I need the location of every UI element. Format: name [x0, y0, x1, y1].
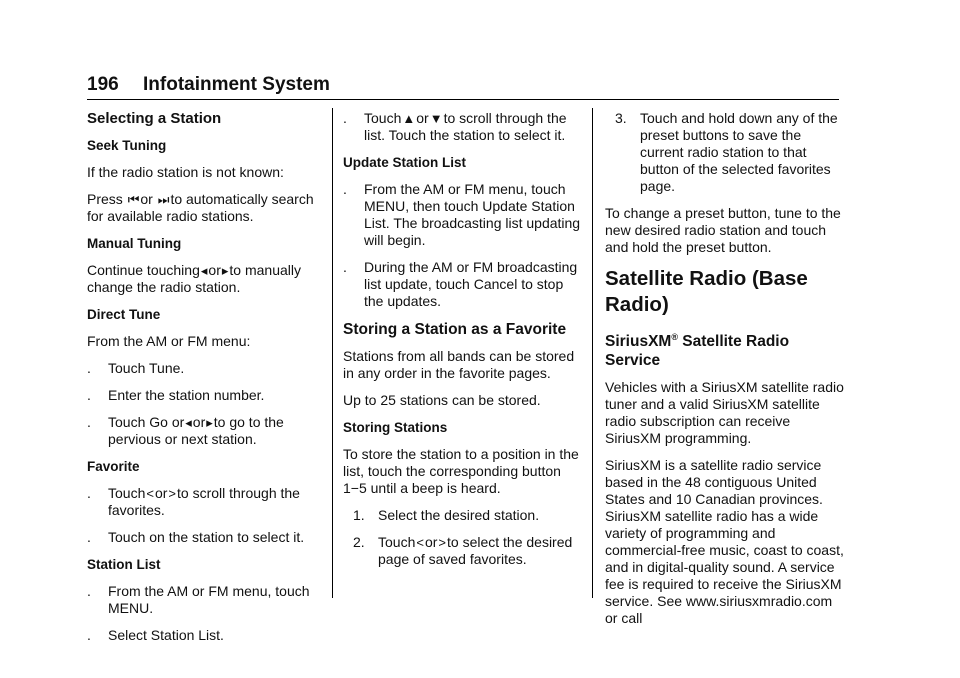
or-text: or	[154, 485, 168, 501]
text-fragment: Satellite Radio Service	[605, 333, 790, 370]
list-item-text: During the AM or FM broadcasting list update, touch Cancel to stop the updates.	[364, 259, 578, 309]
seek-text: If the radio station is not known:	[87, 164, 284, 180]
text-fragment: Touch Go or	[108, 414, 185, 430]
text-fragment: to select the desired page of saved favorites.	[378, 534, 573, 567]
text-fragment: to go to the pervious or next station.	[108, 414, 284, 447]
list-item-text: Touch and hold down any of the preset buttons to save the current radio station to that button of the selected favorites page.	[640, 110, 838, 194]
bullet: .	[87, 485, 91, 501]
paragraph: SiriusXM is a satellite radio service based in the 48 contiguous United States and 10 Canadian provinces. SiriusXM satellite radio has a wide variety of programming and commercial-free music, coast to coast, and in digital-quality sound. A service fee is required to receive the SiriusXM service. See www.siriusxmradio.com or call	[605, 457, 844, 627]
step-number: 3.	[615, 110, 627, 126]
heading-favorite: Favorite	[87, 459, 140, 474]
list-item	[615, 110, 845, 195]
column-divider	[332, 108, 333, 598]
page-number: 196	[87, 74, 119, 95]
or-text: or	[424, 534, 438, 550]
manual-text	[87, 262, 327, 296]
list-item	[343, 181, 583, 249]
heading-direct-tune: Direct Tune	[87, 307, 161, 322]
page-header	[87, 70, 839, 100]
list-item	[87, 414, 327, 448]
list-item	[87, 627, 327, 644]
heading-manual-tuning: Manual Tuning	[87, 236, 182, 251]
step-number: 2.	[353, 534, 365, 550]
chevron-left-icon: <	[416, 535, 424, 550]
chevron-left-icon: <	[146, 486, 154, 501]
bullet: .	[87, 414, 91, 430]
text-fragment: to scroll through the favorites.	[108, 485, 300, 518]
list-item	[353, 534, 583, 568]
list-item-text: Touch on the station to select it.	[108, 529, 305, 545]
heading-update-station-list: Update Station List	[343, 155, 467, 170]
list-item	[87, 360, 327, 377]
header-rule	[87, 99, 839, 100]
paragraph: Up to 25 stations can be stored.	[343, 392, 541, 408]
heading-seek-tuning: Seek Tuning	[87, 138, 167, 153]
paragraph: Vehicles with a SiriusXM satellite radio tuner and a valid SiriusXM satellite radio subscription can receive SiriusXM programming.	[605, 379, 844, 447]
paragraph: To store the station to a position in the list, touch the corresponding button 1−5 until a beep is heard.	[343, 446, 579, 496]
tune-up-icon: ▸	[206, 415, 213, 430]
column-divider	[592, 108, 593, 598]
list-item	[343, 259, 583, 310]
list-item	[353, 507, 583, 524]
arrow-up-icon: ▲	[402, 111, 416, 126]
tune-down-icon: ◂	[185, 415, 192, 430]
list-item	[87, 485, 327, 519]
bullet: .	[343, 110, 347, 126]
heading-selecting-station: Selecting a Station	[87, 110, 222, 127]
paragraph: To change a preset button, tune to the new desired radio station and touch and hold the preset button.	[605, 205, 841, 255]
seek-back-icon: ⏮	[127, 192, 140, 207]
seek-forward-icon: ⏭	[157, 192, 170, 207]
list-item-text: Select Station List.	[108, 627, 224, 643]
heading-siriusxm-service	[605, 328, 845, 370]
column-2	[343, 110, 583, 578]
list-item	[87, 583, 327, 617]
heading-station-list: Station List	[87, 557, 161, 572]
chevron-right-icon: >	[438, 535, 446, 550]
or-text: or	[140, 191, 153, 207]
text-fragment: to automatically search for available radio stations.	[87, 191, 314, 224]
heading-satellite-radio: Satellite Radio (Base Radio)	[605, 267, 808, 316]
list-item-text: Touch Tune.	[108, 360, 185, 376]
chevron-right-icon: >	[168, 486, 176, 501]
direct-text: From the AM or FM menu:	[87, 333, 251, 349]
text-fragment: Continue touching	[87, 262, 200, 278]
arrow-down-icon: ▼	[429, 111, 443, 126]
bullet: .	[343, 181, 347, 197]
text-fragment: to manually change the radio station.	[87, 262, 301, 295]
bullet: .	[87, 387, 91, 403]
tune-down-icon: ◂	[200, 263, 208, 278]
list-item-text: Enter the station number.	[108, 387, 265, 403]
registered-mark: ®	[671, 332, 678, 342]
paragraph: Stations from all bands can be stored in any order in the favorite pages.	[343, 348, 575, 381]
or-text: or	[192, 414, 206, 430]
text-fragment: Touch	[378, 534, 416, 550]
bullet: .	[87, 627, 91, 643]
text-fragment: SiriusXM	[605, 333, 672, 351]
list-item	[87, 387, 327, 404]
bullet: .	[87, 583, 91, 599]
list-item	[87, 529, 327, 546]
column-1	[87, 110, 327, 654]
list-item-text: Select the desired station.	[378, 507, 540, 523]
text-fragment: Press	[87, 191, 123, 207]
bullet: .	[87, 529, 91, 545]
or-text: or	[416, 110, 429, 126]
tune-up-icon: ▸	[221, 263, 229, 278]
press-seek-text	[87, 191, 327, 225]
heading-storing-stations: Storing Stations	[343, 420, 448, 435]
list-item	[343, 110, 583, 144]
bullet: .	[87, 360, 91, 376]
list-item-text: From the AM or FM menu, touch MENU.	[108, 583, 310, 616]
bullet: .	[343, 259, 347, 275]
heading-storing-favorite: Storing a Station as a Favorite	[343, 321, 567, 338]
column-3	[605, 110, 845, 637]
text-fragment: Touch	[108, 485, 146, 501]
section-title: Infotainment System	[143, 74, 330, 95]
step-number: 1.	[353, 507, 365, 523]
list-item-text: From the AM or FM menu, touch MENU, then touch Update Station List. The broadcasting list updating will begin.	[364, 181, 581, 248]
text-fragment: to scroll through the list. Touch the station to select it.	[364, 110, 567, 143]
text-fragment: Touch	[364, 110, 402, 126]
or-text: or	[208, 262, 221, 278]
